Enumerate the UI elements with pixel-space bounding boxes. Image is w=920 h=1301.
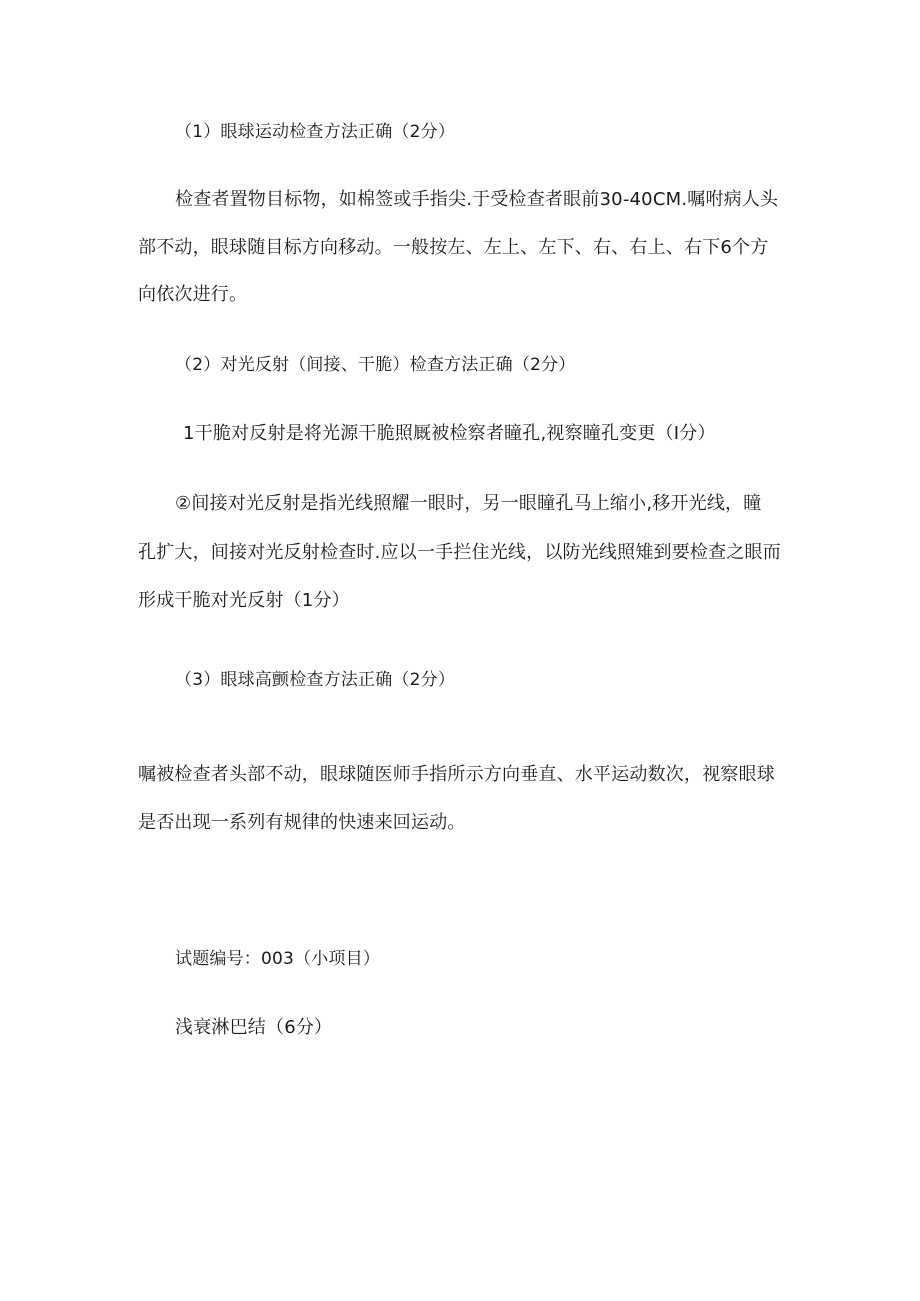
topic-title: 浅衰淋巴结（6分）: [175, 1017, 333, 1038]
question-number: 试题编号：003（小项目）: [175, 949, 381, 969]
section-2-heading: （2）对光反射（间接、干脆）检查方法正确（2分）: [175, 355, 576, 375]
section-1-body-line-2: 部不动，眼球随目标方向移动。一般按左、左上、左下、右、右上、右下6个方: [138, 237, 769, 258]
section-1-body-line-1: 检查者置物目标物，如棉签或手指尖.于受检查者眼前30-40CM.嘱咐病人头: [175, 189, 779, 210]
section-2-item-2-line-2: 孔扩大，间接对光反射检查时.应以一手拦住光线，以防光线照雉到要检查之眼而: [138, 542, 781, 563]
section-3-body-line-1: 嘱被检查者头部不动，眼球随医师手指所示方向垂直、水平运动数次，视察眼球: [138, 764, 775, 785]
section-2-item-2-line-1: ②间接对光反射是指光线照耀一眼时，另一眼瞳孔马上缩小,移开光线，瞳: [175, 493, 762, 514]
section-1-body-line-3: 向依次进行。: [138, 284, 248, 305]
section-2-item-1: 1干脆对反射是将光源干脆照厩被检察者瞳孔,视察瞳孔变更（I分）: [183, 423, 716, 444]
section-1-heading: （1）眼球运动检查方法正确（2分）: [175, 122, 456, 142]
section-2-item-2-line-3: 形成干脆对光反射（1分）: [138, 590, 350, 611]
section-3-heading: （3）眼球高颤检查方法正确（2分）: [175, 670, 456, 690]
section-3-body-line-2: 是否出现一系列有规律的快速来回运动。: [138, 812, 466, 833]
